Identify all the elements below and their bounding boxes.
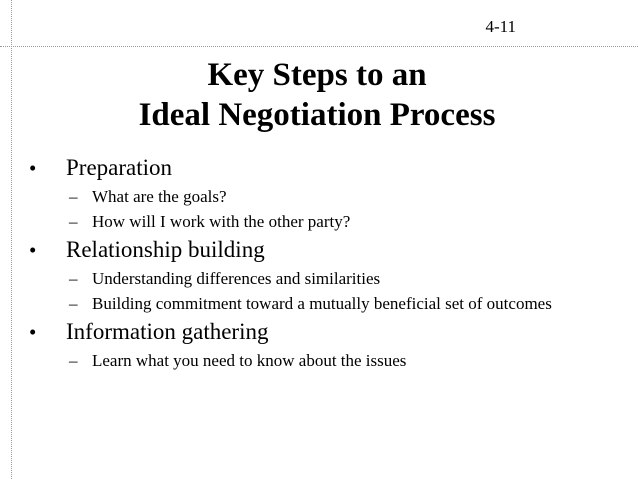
sub-item-text: Learn what you need to know about the issues xyxy=(92,351,407,370)
title-line-1: Key Steps to an xyxy=(207,57,427,93)
sub-item-text: Understanding differences and similarities xyxy=(92,269,381,288)
dash-icon: – xyxy=(69,212,78,231)
sub-item xyxy=(26,293,626,314)
bullet-text: Information gathering xyxy=(66,319,269,344)
bullet-group-information xyxy=(26,318,626,371)
bullet-dot-icon: • xyxy=(29,238,37,262)
bullet-dot-icon: • xyxy=(29,156,37,180)
sub-item-text: Building commitment toward a mutually beneficial set of outcomes xyxy=(92,294,552,313)
dash-icon: – xyxy=(69,269,78,288)
bullet-list xyxy=(26,151,626,375)
sub-item-text: What are the goals? xyxy=(92,187,227,206)
slide-number: 4-11 xyxy=(485,17,516,36)
slide-title xyxy=(0,55,634,135)
bullet-text: Relationship building xyxy=(66,237,265,262)
title-line-2: Ideal Negotiation Process xyxy=(138,97,496,133)
dash-icon: – xyxy=(69,294,78,313)
bullet-dot-icon: • xyxy=(29,320,37,344)
sub-list xyxy=(26,350,626,371)
sub-list xyxy=(26,186,626,232)
dash-icon: – xyxy=(69,351,78,370)
bullet-item xyxy=(26,236,626,264)
bullet-group-preparation xyxy=(26,154,626,232)
bullet-item xyxy=(26,154,626,182)
sub-item xyxy=(26,268,626,289)
sub-item xyxy=(26,211,626,232)
sub-item xyxy=(26,350,626,371)
dash-icon: – xyxy=(69,187,78,206)
sub-item-text: How will I work with the other party? xyxy=(92,212,351,231)
sub-list xyxy=(26,268,626,314)
bullet-item xyxy=(26,318,626,346)
sub-item xyxy=(26,186,626,207)
bullet-text: Preparation xyxy=(66,155,173,180)
guide-line-horizontal xyxy=(0,46,638,47)
bullet-group-relationship xyxy=(26,236,626,314)
